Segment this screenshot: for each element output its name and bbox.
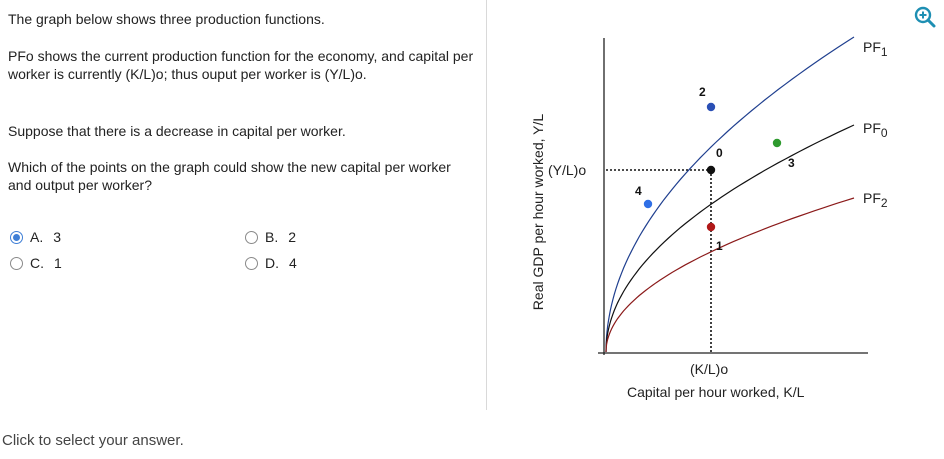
option-c[interactable] — [10, 254, 62, 272]
radio-option-d[interactable] — [245, 257, 258, 270]
point-0-label: 0 — [716, 146, 723, 160]
pf0-label: PF0 — [863, 120, 888, 140]
option-d[interactable] — [245, 254, 297, 272]
option-d-letter: D. — [265, 255, 279, 271]
point-4 — [644, 200, 652, 208]
option-d-value: 4 — [289, 255, 297, 271]
pf1-label: PF1 — [863, 39, 888, 59]
option-a[interactable] — [10, 228, 61, 246]
option-a-value: 3 — [53, 229, 62, 245]
x-tick-label: (K/L)o — [690, 361, 729, 377]
point-3-label: 3 — [788, 156, 795, 170]
option-b-value: 2 — [288, 229, 297, 245]
y-axis-title: Real GDP per hour worked, Y/L — [530, 113, 546, 311]
pf2-label: PF2 — [863, 190, 888, 210]
pf1-curve — [606, 37, 854, 352]
pf2-curve — [606, 198, 854, 352]
question-context: PFo shows the current production function for the economy, and capital per worker is currently (K/L)o; thus ouput per worker is (Y/L)o. — [8, 48, 474, 82]
question-scenario: Suppose that there is a decrease in capital per worker. — [8, 123, 346, 139]
radio-option-a[interactable] — [10, 231, 23, 244]
zoom-in-icon[interactable] — [914, 6, 936, 31]
radio-option-b[interactable] — [245, 231, 258, 244]
radio-option-c[interactable] — [10, 257, 23, 270]
option-c-letter: C. — [30, 255, 44, 271]
x-axis-title: Capital per hour worked, K/L — [627, 384, 805, 400]
point-2-label: 2 — [699, 85, 706, 99]
option-b[interactable] — [245, 228, 296, 246]
point-0 — [707, 166, 715, 174]
point-2 — [707, 103, 715, 111]
pf0-curve — [606, 125, 854, 352]
point-1-label: 1 — [716, 239, 723, 253]
y-tick-label: (Y/L)o — [548, 162, 587, 178]
footer-instruction: Click to select your answer. — [2, 432, 184, 449]
panel-divider — [486, 0, 487, 410]
option-c-value: 1 — [54, 255, 62, 271]
point-4-label: 4 — [635, 184, 642, 198]
question-intro: The graph below shows three production functions. — [8, 11, 325, 27]
question-prompt: Which of the points on the graph could show the new capital per worker and output per worker? — [8, 159, 451, 193]
option-a-letter: A. — [30, 229, 44, 245]
point-1 — [707, 223, 715, 231]
point-3 — [773, 139, 781, 147]
production-function-graph — [520, 30, 910, 410]
option-b-letter: B. — [265, 229, 279, 245]
